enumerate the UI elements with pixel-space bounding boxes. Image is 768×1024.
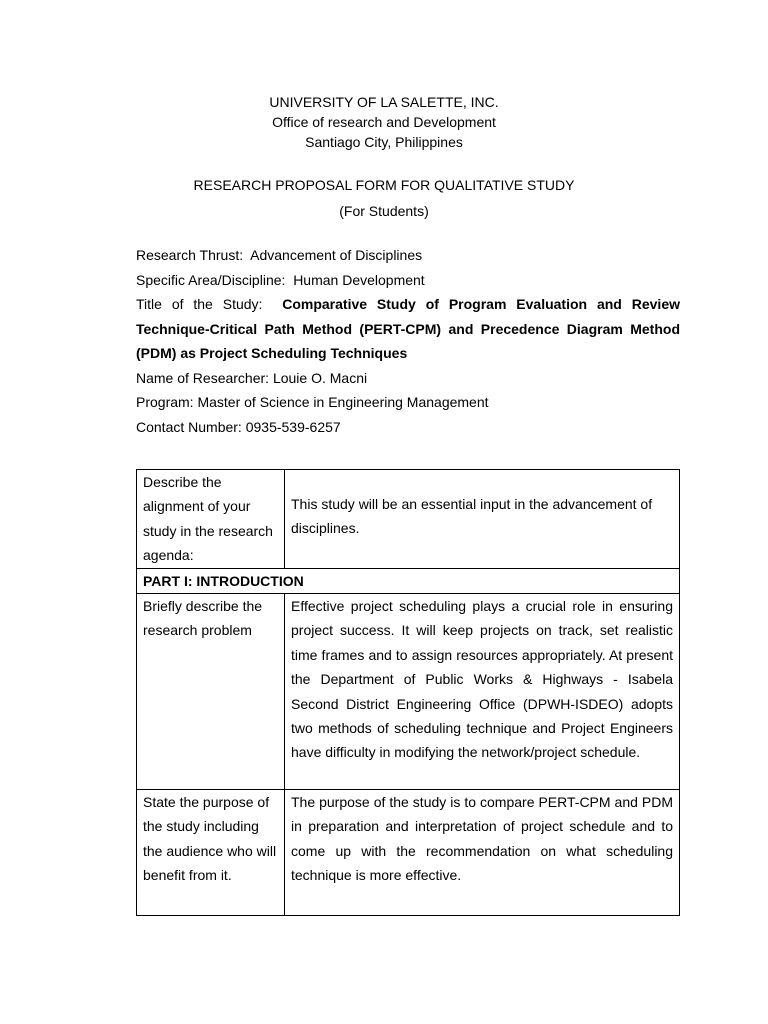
- research-thrust-label: Research Thrust:: [136, 247, 244, 263]
- purpose-prompt-cell: [137, 790, 285, 916]
- alignment-prompt: Describe the alignment of your study in the research agenda:: [143, 474, 273, 564]
- program-row: [136, 390, 680, 415]
- specific-area-value: Human Development: [293, 271, 425, 288]
- research-thrust-value: Advancement of Disciplines: [250, 247, 423, 263]
- office-name: Office of research and Development: [272, 114, 496, 130]
- document-header: [0, 92, 768, 152]
- researcher-row: [136, 366, 680, 391]
- alignment-row: [137, 470, 680, 569]
- part1-heading: PART I: INTRODUCTION: [143, 572, 304, 589]
- researcher-label: Name of Researcher:: [136, 369, 270, 386]
- specific-area-label: Specific Area/Discipline:: [136, 271, 286, 288]
- problem-prompt: Briefly describe the research problem: [143, 598, 263, 639]
- form-title: RESEARCH PROPOSAL FORM FOR QUALITATIVE STUDY: [193, 177, 575, 193]
- purpose-row: [137, 790, 680, 916]
- alignment-prompt-cell: [137, 470, 285, 569]
- problem-answer-cell: [285, 594, 680, 790]
- proposal-metadata: [136, 243, 680, 439]
- program-label: Program:: [136, 394, 194, 410]
- study-title-value: Comparative Study of Program Evaluation and Review Technique-Critical Path Method (PERT-CPM) and Precedence Diagram Method (PDM) as Project Scheduling Techniques: [136, 296, 680, 361]
- proposal-table: [136, 469, 680, 916]
- purpose-answer-cell: [285, 790, 680, 916]
- office-location: Santiago City, Philippines: [305, 134, 463, 150]
- part1-heading-row: [137, 568, 680, 593]
- specific-area-row: [136, 268, 680, 293]
- contact-value: 0935-539-6257: [245, 418, 341, 435]
- program-value: Master of Science in Engineering Management: [197, 394, 489, 410]
- research-thrust-row: [136, 243, 680, 268]
- purpose-answer: The purpose of the study is to compare PERT-CPM and PDM in preparation and interpretation of project schedule and to come up with the recommendation on what scheduling technique is more effective.: [291, 794, 673, 884]
- study-title-row: [136, 292, 680, 366]
- problem-answer: Effective project scheduling plays a crucial role in ensuring project success. It will keep projects on track, set realistic time frames and to assign resources appropriately. At present the Department of Public Works & Highways - Isabela Second District Engineering Office (DPWH-ISDEO) adopts two methods of scheduling technique and Project Engineers have difficulty in modifying the network/project schedule.: [291, 598, 673, 761]
- contact-row: [136, 415, 680, 440]
- alignment-answer: This study will be an essential input in the advancement of disciplines.: [291, 496, 653, 537]
- part1-heading-cell: [137, 568, 680, 593]
- purpose-prompt: State the purpose of the study including the audience who will benefit from it.: [143, 794, 277, 884]
- university-name: UNIVERSITY OF LA SALETTE, INC.: [269, 94, 499, 110]
- alignment-answer-cell: [285, 470, 680, 569]
- study-title-label: Title of the Study:: [136, 296, 263, 312]
- form-subtitle: (For Students): [339, 203, 429, 219]
- contact-label: Contact Number:: [136, 418, 242, 435]
- researcher-value: Louie O. Macni: [272, 369, 368, 386]
- problem-row: [137, 594, 680, 790]
- form-title-block: [0, 172, 768, 224]
- problem-prompt-cell: [137, 594, 285, 790]
